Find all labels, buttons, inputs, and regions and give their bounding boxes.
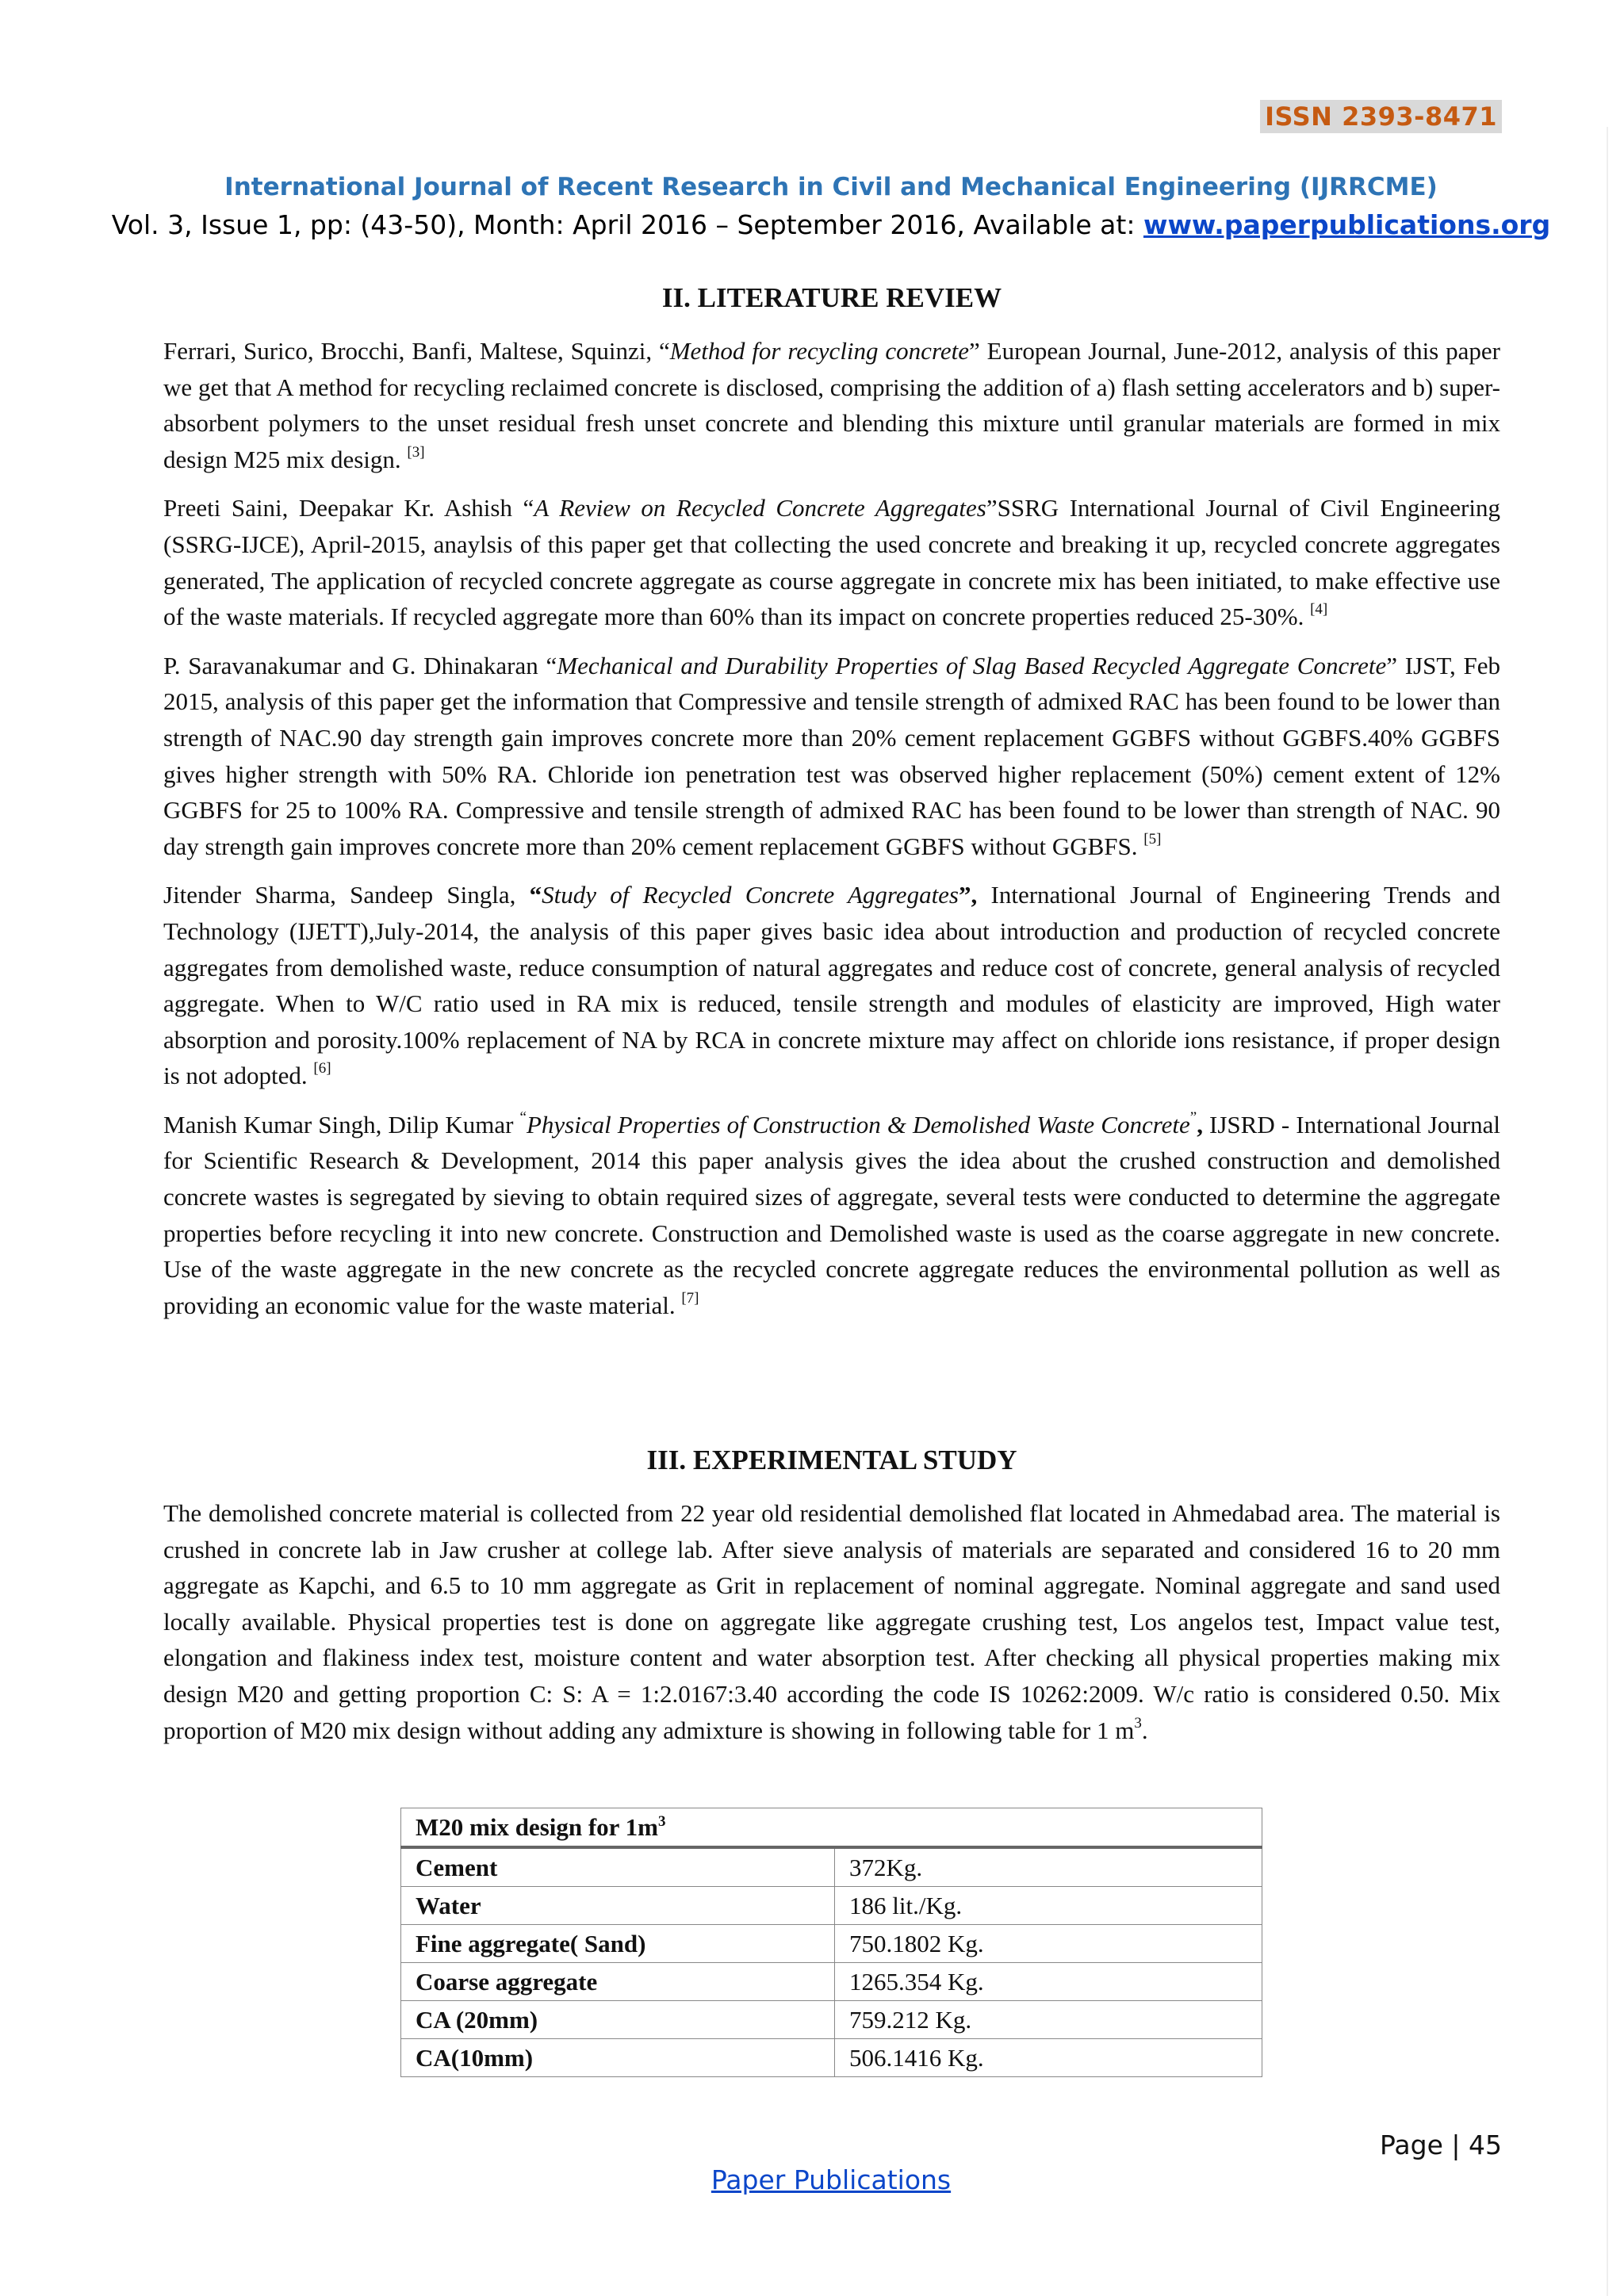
- page-edge-rule: [1607, 127, 1608, 2296]
- table-row: [401, 1847, 1262, 1887]
- table-row: [401, 1925, 1262, 1963]
- reference-paragraph: Preeti Saini, Deepakar Kr. Ashish “A Review on Recycled Concrete Aggregates”SSRG International Journal of Civil Engineering (SSRG-IJCE), April-2015, anaylsis of this paper get that collecting the used concrete and breaking it up, recycled concrete aggregates generated, The application of recycled concrete aggregate as course aggregate in concrete mix has been initiated, to make effective use of the waste materials. If recycled aggregate more than 60% than its impact on concrete properties reduced 25-30%. [4]: [163, 494, 1500, 631]
- reference-title: A Review on Recycled Concrete Aggregates: [534, 494, 986, 522]
- reference-paragraph: Manish Kumar Singh, Dilip Kumar “Physical Properties of Construction & Demolished Waste Concrete”, IJSRD - International Journal for Scientific Research & Development, 2014 this paper analysis gives the idea about the crushed construction and demolished concrete wastes is segregated by sieving to obtain required sizes of aggregate, several tests were conducted to determine the aggregate properties before recycling it into new concrete. Construction and Demolished waste is used as the coarse aggregate in new concrete. Use of the waste aggregate in the new concrete as the recycled concrete aggregate reduces the environmental pollution as well as providing an economic value for the waste material. [7]: [163, 1108, 1500, 1319]
- section-heading-literature-review: II. LITERATURE REVIEW: [661, 282, 1002, 313]
- row-value: 372Kg.: [835, 1847, 1262, 1887]
- mix-design-table: [400, 1808, 1262, 2077]
- row-label: Water: [401, 1887, 835, 1925]
- reference-title: Mechanical and Durability Properties of Slag Based Recycled Aggregate Concrete: [557, 651, 1387, 679]
- table-row: [401, 1963, 1262, 2001]
- citation: [6]: [313, 1060, 331, 1077]
- website-link[interactable]: www.paperpublications.org: [1143, 209, 1551, 240]
- reference-paragraph: Jitender Sharma, Sandeep Singla, “Study of Recycled Concrete Aggregates”, International Journal of Engineering Trends and Technology (IJETT),July-2014, the analysis of this paper gives basic idea about introduction and production of recycled concrete aggregates from demolished waste, reduce consumption of natural aggregates and reduce cost of concrete, general analysis of recycled aggregate. When to W/C ratio used in RA mix is reduced, tensile strength and modules of elasticity are improved, High water absorption and porosity.100% replacement of NA by RCA in concrete mixture may affect on chloride ions resistance, if proper design is not adopted. [6]: [163, 881, 1500, 1090]
- journal-volume-line: [0, 209, 1624, 240]
- row-label: Cement: [401, 1847, 835, 1887]
- reference-title: Method for recycling concrete: [669, 337, 969, 365]
- table-header-row: [401, 1808, 1262, 1848]
- citation: [5]: [1143, 830, 1162, 848]
- reference-paragraph: P. Saravanakumar and G. Dhinakaran “Mechanical and Durability Properties of Slag Based Recycled Aggregate Concrete” IJST, Feb 2015, analysis of this paper get the information that Compressive and tensile strength of admixed RAC has been found to be lower than strength of NAC.90 day strength gain improves concrete more than 20% cement replacement GGBFS without GGBFS.40% GGBFS gives higher strength with 50% RA. Chloride ion penetration test was observed higher replacement (50%) cement extent of 12% GGBFS for 25 to 100% RA. Compressive and tensile strength of admixed RAC has been found to be lower than strength of NAC. 90 day strength gain improves concrete more than 20% cement replacement GGBFS without GGBFS. [5]: [163, 651, 1500, 860]
- row-label: Fine aggregate( Sand): [401, 1925, 835, 1963]
- reference-paragraph: Ferrari, Surico, Brocchi, Banfi, Maltese, Squinzi, “Method for recycling concrete” European Journal, June-2012, analysis of this paper we get that A method for recycling reclaimed concrete is disclosed, comprising the addition of a) flash setting accelerators and b) super-absorbent polymers to the unset residual fresh unset concrete and blending this mixture until granular materials are formed in mix design M25 mix design. [3]: [163, 337, 1500, 473]
- row-label: CA (20mm): [401, 2001, 835, 2039]
- row-value: 1265.354 Kg.: [835, 1963, 1262, 2001]
- volume-info: Vol. 3, Issue 1, pp: (43-50), Month: April 2016 – September 2016, Available at:: [111, 209, 1143, 240]
- section-heading-experimental-study: III. EXPERIMENTAL STUDY: [646, 1445, 1017, 1475]
- publisher-link[interactable]: Paper Publications: [710, 2164, 952, 2195]
- row-value: 506.1416 Kg.: [835, 2039, 1262, 2077]
- issn-badge: ISSN 2393-8471: [1260, 100, 1502, 133]
- citation: [3]: [407, 443, 425, 461]
- row-value: 759.212 Kg.: [835, 2001, 1262, 2039]
- experimental-study-body: [163, 1495, 1500, 1761]
- table-row: [401, 2001, 1262, 2039]
- table-row: [401, 2039, 1262, 2077]
- row-value: 750.1802 Kg.: [835, 1925, 1262, 1963]
- row-value: 186 lit./Kg.: [835, 1887, 1262, 1925]
- footer: [0, 2164, 1624, 2195]
- journal-title: International Journal of Recent Research in Civil and Mechanical Engineering (IJRRCME): [224, 173, 1438, 201]
- reference-title: Study of Recycled Concrete Aggregates: [542, 881, 959, 909]
- page-number: Page | 45: [1380, 2130, 1502, 2160]
- table-title: M20 mix design for $1m^3$: [401, 1808, 1262, 1848]
- row-label: CA(10mm): [401, 2039, 835, 2077]
- table-row: [401, 1887, 1262, 1925]
- literature-review-body: [163, 333, 1500, 1336]
- citation: [7]: [681, 1289, 699, 1307]
- experimental-paragraph: The demolished concrete material is collected from 22 year old residential demolished flat located in Ahmedabad area. The material is crushed in concrete lab in Jaw crusher at college lab. After sieve analysis of materials are separated and considered 16 to 20 mm aggregate as Kapchi, and 6.5 to 10 mm aggregate as Grit in replacement of nominal aggregate. Nominal aggregate and sand used locally available. Physical properties test is done on aggregate like aggregate crushing test, Los angelos test, Impact value test, elongation and flakiness index test, moisture content and water absorption test. After checking all physical properties making mix design M20 and getting proportion C: S: A = 1:2.0167:3.40 according the code IS 10262:2009. W/c ratio is considered 0.50. Mix proportion of M20 mix design without adding any admixture is showing in following table for 1 $m^3$.: [163, 1499, 1500, 1744]
- citation: [4]: [1310, 601, 1328, 618]
- row-label: Coarse aggregate: [401, 1963, 835, 2001]
- reference-title: Physical Properties of Construction & Demolished Waste Concrete: [526, 1110, 1190, 1138]
